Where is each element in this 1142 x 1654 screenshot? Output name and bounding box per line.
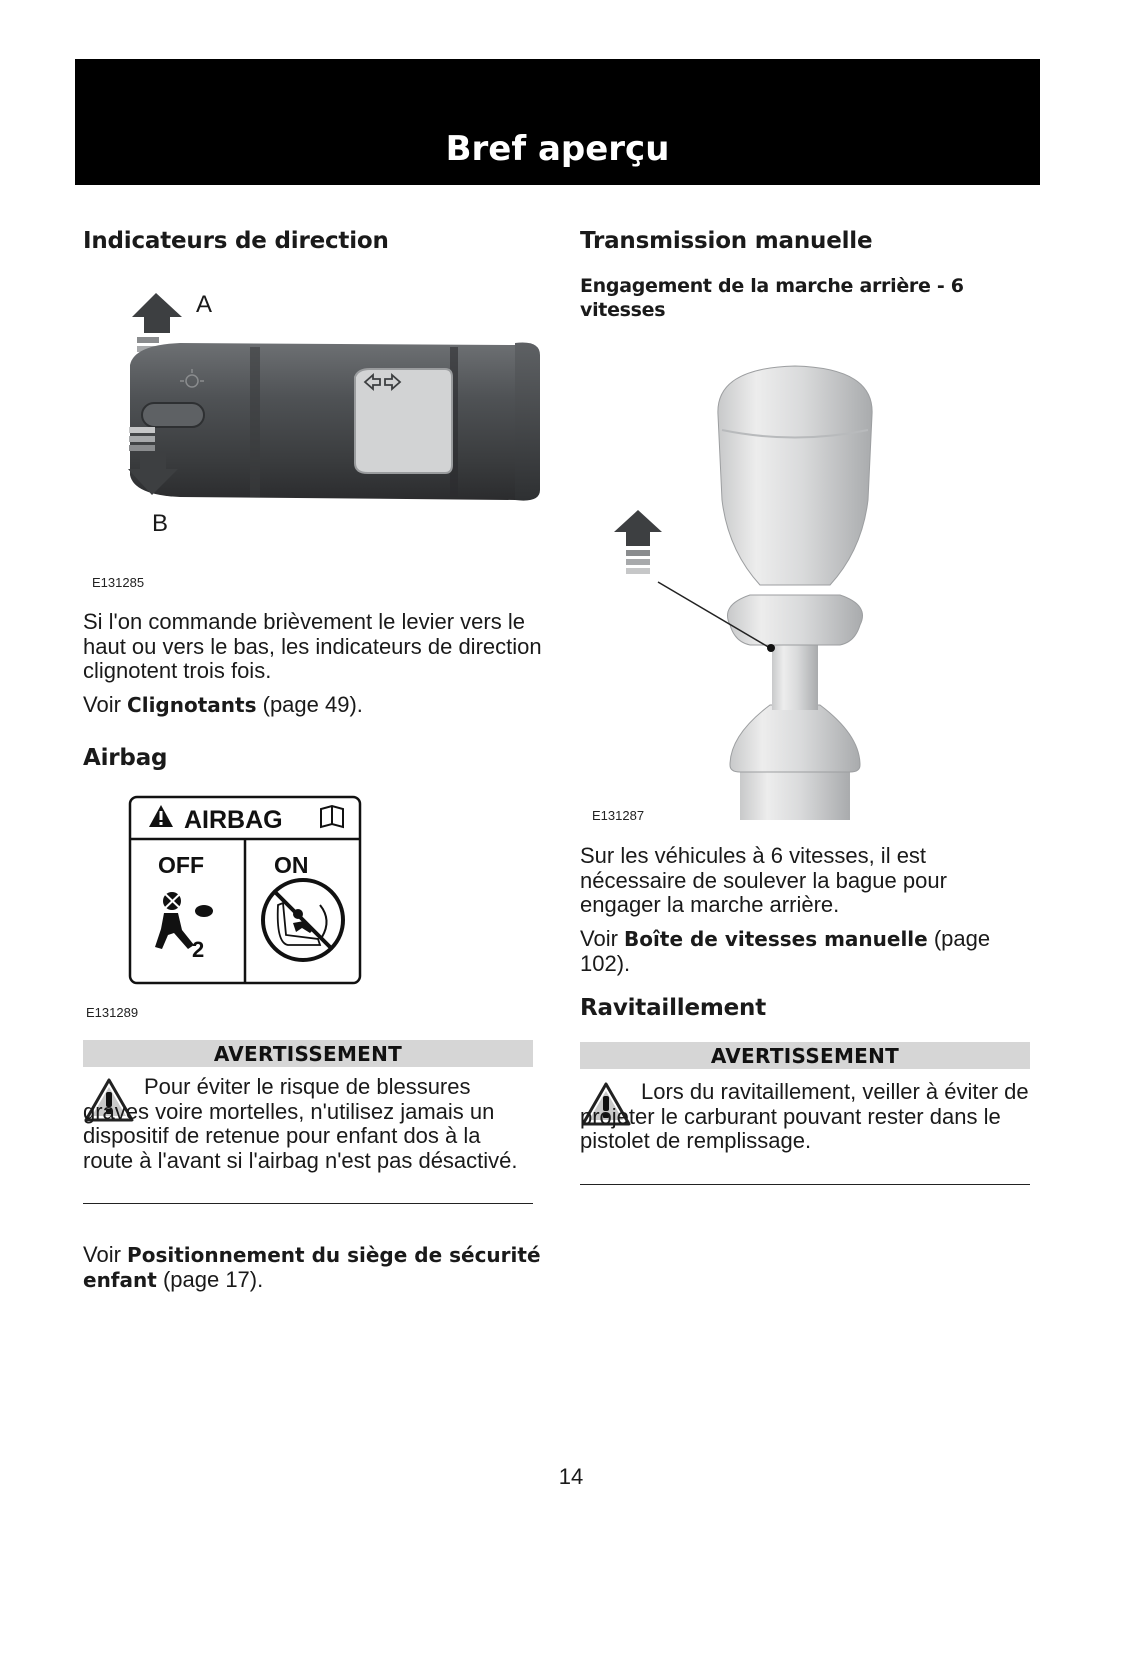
arrow-up-icon xyxy=(614,510,662,574)
label-a: A xyxy=(196,291,213,318)
refueling-warning-text: Lors du ravitaillement, veiller à éviter de projeter le carburant pouvant rester dans le pistolet de remplissage. xyxy=(580,1079,1029,1153)
seat-number: 2 xyxy=(192,937,205,962)
manual-transmission-heading: Transmission manuelle xyxy=(580,228,873,254)
turn-signals-reference xyxy=(83,693,543,718)
warning-rule xyxy=(83,1203,533,1204)
airbag-warning-text: Pour éviter le risque de blessures graves voire mortelles, n'utilisez jamais un dispositif de retenue pour enfant dos à la route à l'avant si l'airbag n'est pas désactivé. xyxy=(83,1074,518,1173)
gear-knob-illustration xyxy=(600,360,920,822)
reference-link[interactable]: Clignotants xyxy=(127,693,257,717)
hazard-switch xyxy=(355,369,452,473)
turn-signals-text: Si l'on commande brièvement le levier vers le haut ou vers le bas, les indicateurs de direction clignotent trois fois. xyxy=(83,609,542,683)
turn-signal-stalk-illustration xyxy=(120,285,540,580)
see-suffix: (page 49). xyxy=(262,692,363,717)
warning-rule xyxy=(580,1184,1030,1185)
warning-title: AVERTISSEMENT xyxy=(83,1040,533,1067)
turn-signals-heading: Indicateurs de direction xyxy=(83,228,389,254)
reference-link[interactable]: Boîte de vitesses manuelle xyxy=(624,927,928,951)
figure-code: E131285 xyxy=(92,575,145,590)
reference-link[interactable]: Positionnement du siège de sécurité enfant xyxy=(83,1243,541,1292)
airbag-reference xyxy=(83,1243,543,1292)
see-prefix: Voir xyxy=(580,926,618,951)
figure-code: E131289 xyxy=(86,1005,139,1020)
label-b: B xyxy=(152,510,169,537)
refueling-heading: Ravitaillement xyxy=(580,995,767,1021)
manual-transmission-reference xyxy=(580,927,1030,976)
reverse-gear-subheading: Engagement de la marche arrière - 6 vitesses xyxy=(580,275,964,321)
figure-code: E131287 xyxy=(592,808,645,823)
see-suffix: (page 102). xyxy=(580,926,991,976)
off-label: OFF xyxy=(158,852,204,878)
manual-transmission-text: Sur les véhicules à 6 vitesses, il est nécessaire de soulever la bague pour engager la marche arrière. xyxy=(580,843,947,917)
see-suffix: (page 17). xyxy=(162,1266,264,1292)
see-prefix: Voir xyxy=(83,692,121,717)
see-prefix: Voir xyxy=(83,1242,121,1267)
no-child-seat-icon xyxy=(263,880,343,960)
chapter-title: Bref aperçu xyxy=(445,129,670,169)
chapter-header xyxy=(75,59,1040,185)
on-label: ON xyxy=(274,852,309,878)
airbag-label-illustration xyxy=(128,795,362,985)
airbag-heading: Airbag xyxy=(83,745,168,771)
page-number: 14 xyxy=(558,1464,584,1489)
warning-title: AVERTISSEMENT xyxy=(580,1042,1030,1069)
airbag-title: AIRBAG xyxy=(184,806,283,834)
